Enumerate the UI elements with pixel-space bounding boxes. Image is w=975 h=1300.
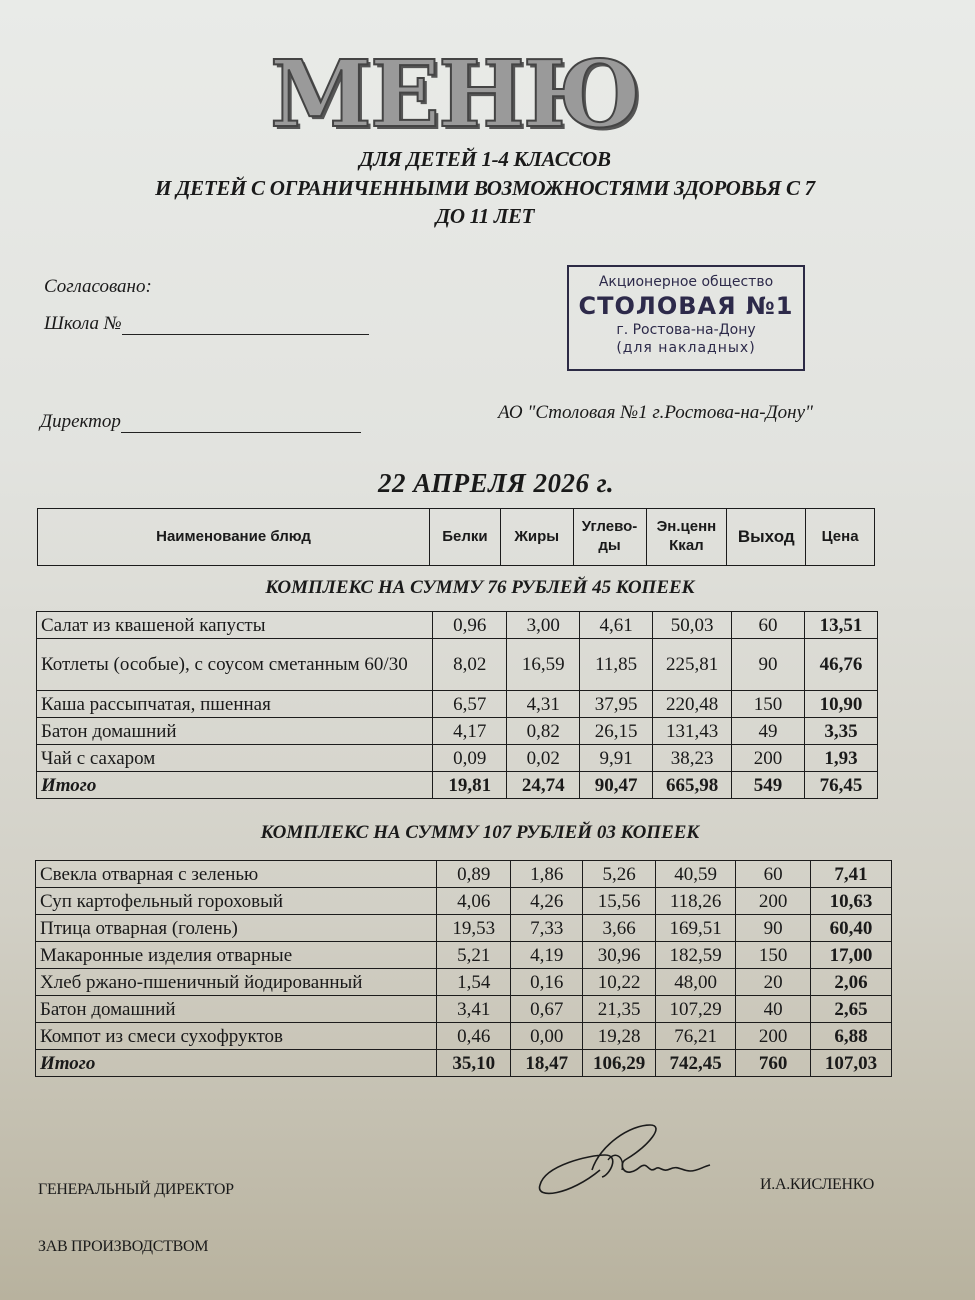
header-dish-name: Наименование блюд xyxy=(38,509,430,566)
total-row: Итого 35,10 18,47 106,29 742,45 760 107,03 xyxy=(36,1050,892,1077)
complex-2-title: КОМПЛЕКС НА СУММУ 107 РУБЛЕЙ 03 КОПЕЕК xyxy=(260,822,700,843)
director-label: Директор xyxy=(40,411,121,432)
complex-1-title: КОМПЛЕКС НА СУММУ 76 РУБЛЕЙ 45 КОПЕЕК xyxy=(265,577,695,598)
table-row: Каша рассыпчатая, пшенная 6,57 4,31 37,95 220,48 150 10,90 xyxy=(37,691,878,718)
table-row: Чай с сахаром 0,09 0,02 9,91 38,23 200 1,93 xyxy=(37,745,878,772)
header-proteins: Белки xyxy=(430,509,501,566)
total-row: Итого 19,81 24,74 90,47 665,98 549 76,45 xyxy=(37,772,878,799)
stamp-line-2: СТОЛОВАЯ №1 xyxy=(578,292,794,320)
header-price: Цена xyxy=(806,509,875,566)
header-energy: Эн.ценн Ккал xyxy=(646,509,727,566)
general-director-label: ГЕНЕРАЛЬНЫЙ ДИРЕКТОР xyxy=(38,1181,234,1198)
table-row: Птица отварная (голень) 19,53 7,33 3,66 169,51 90 60,40 xyxy=(36,915,892,942)
table-row: Салат из квашеной капусты 0,96 3,00 4,61 50,03 60 13,51 xyxy=(37,612,878,639)
stamp-line-3: г. Ростова-на-Дону xyxy=(616,322,756,338)
stamp-line-4: (для накладных) xyxy=(616,340,756,356)
production-head-label: ЗАВ ПРОИЗВОДСТВОМ xyxy=(38,1238,209,1255)
table-row: Макаронные изделия отварные 5,21 4,19 30,96 182,59 150 17,00 xyxy=(36,942,892,969)
table-header xyxy=(37,508,875,566)
table-row: Хлеб ржано-пшеничный йодированный 1,54 0,16 10,22 48,00 20 2,06 xyxy=(36,969,892,996)
signature-icon xyxy=(530,1115,720,1205)
table-row: Суп картофельный гороховый 4,06 4,26 15,56 118,26 200 10,63 xyxy=(36,888,892,915)
table-row: Компот из смеси сухофруктов 0,46 0,00 19,28 76,21 200 6,88 xyxy=(36,1023,892,1050)
table-row: Котлеты (особые), с соусом сметанным 60/30 8,02 16,59 11,85 225,81 90 46,76 xyxy=(37,639,878,691)
page-title: МЕНЮ xyxy=(270,40,640,148)
header-fats: Жиры xyxy=(500,509,573,566)
director-blank-line xyxy=(121,414,361,433)
subtitle-line-3: ДО 11 ЛЕТ xyxy=(435,204,535,228)
stamp-line-1: Акционерное общество xyxy=(598,274,774,290)
school-blank-line xyxy=(122,316,369,335)
complex-2-table xyxy=(35,860,892,1077)
table-row: Батон домашний 3,41 0,67 21,35 107,29 40 2,65 xyxy=(36,996,892,1023)
table-row: Батон домашний 4,17 0,82 26,15 131,43 49 3,35 xyxy=(37,718,878,745)
complex-1-table xyxy=(36,611,878,799)
header-carbs: Углево- ды xyxy=(573,509,646,566)
company-stamp xyxy=(567,265,805,371)
school-label: Школа № xyxy=(44,313,122,334)
header-output: Выход xyxy=(727,509,806,566)
director-field xyxy=(40,411,361,433)
agreed-label: Согласовано: xyxy=(44,276,152,297)
table-row: Свекла отварная с зеленью 0,89 1,86 5,26 40,59 60 7,41 xyxy=(36,861,892,888)
general-director-name: И.А.КИСЛЕНКО xyxy=(760,1176,875,1193)
school-field xyxy=(44,313,369,335)
organization-name: АО "Столовая №1 г.Ростова-на-Дону" xyxy=(498,402,814,423)
subtitle-line-1: ДЛЯ ДЕТЕЙ 1-4 КЛАССОВ xyxy=(359,147,611,171)
subtitle-line-2: И ДЕТЕЙ С ОГРАНИЧЕННЫМИ ВОЗМОЖНОСТЯМИ ЗДОРОВЬЯ С 7 xyxy=(155,176,815,200)
menu-date: 22 АПРЕЛЯ 2026 г. xyxy=(378,468,615,498)
